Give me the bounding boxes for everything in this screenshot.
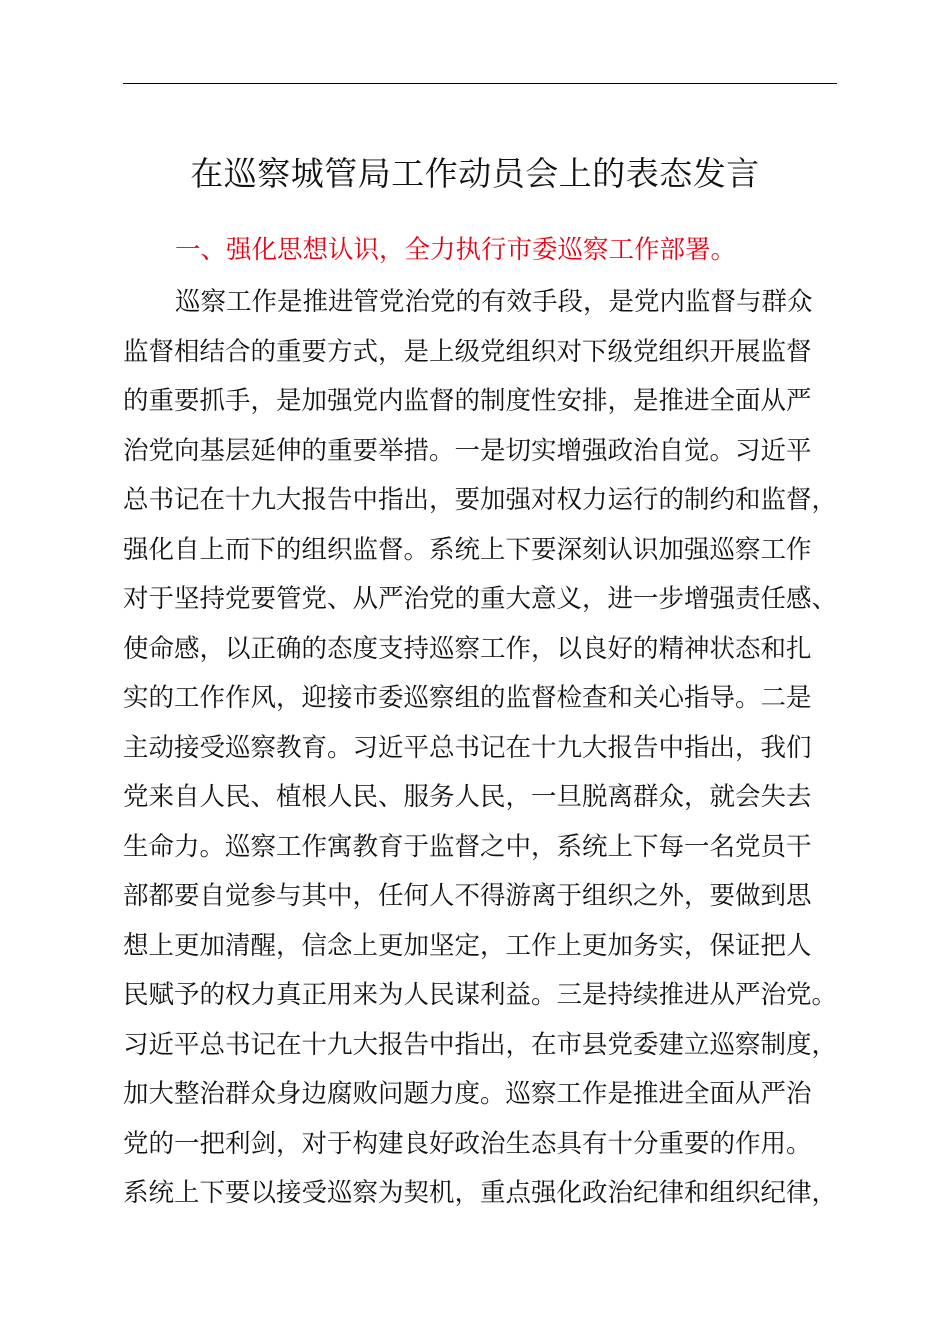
paragraph-line: 强化自上而下的组织监督。系统上下要深刻认识加强巡察工作: [123, 534, 812, 565]
paragraph-line: 系统上下要以接受巡察为契机，重点强化政治纪律和组织纪律，: [123, 1178, 838, 1208]
paragraph-line: 巡察工作是推进管党治党的有效手段，是党内监督与群众: [175, 287, 813, 317]
paragraph-line: 使命感，以正确的态度支持巡察工作，以良好的精神状态和扎: [123, 633, 812, 664]
header-rule: [123, 83, 837, 84]
paragraph-line: 的重要抓手，是加强党内监督的制度性安排，是推进全面从严: [123, 386, 812, 416]
paragraph-line: 民赋予的权力真正用来为人民谋利益。三是持续推进从严治党。: [123, 980, 838, 1010]
paragraph-line: 生命力。巡察工作寓教育于监督之中，系统上下每一名党员干: [123, 831, 812, 862]
body-paragraph: [123, 278, 863, 1219]
paragraph-line: 主动接受巡察教育。习近平总书记在十九大报告中指出，我们: [123, 732, 812, 763]
paragraph-line: 对于坚持党要管党、从严治党的重大意义，进一步增强责任感、: [123, 584, 838, 614]
paragraph-line: 想上更加清醒，信念上更加坚定，工作上更加务实，保证把人: [123, 930, 812, 961]
paragraph-line: 治党向基层延伸的重要举措。一是切实增强政治自觉。习近平: [123, 435, 812, 466]
paragraph-line: 实的工作作风，迎接市委巡察组的监督检查和关心指导。二是: [123, 683, 812, 713]
document-title: 在巡察城管局工作动员会上的表态发言: [190, 154, 760, 193]
paragraph-line: 监督相结合的重要方式，是上级党组织对下级党组织开展监督: [123, 336, 812, 367]
paragraph-line: 部都要自觉参与其中，任何人不得游离于组织之外，要做到思: [123, 881, 812, 911]
paragraph-line: 总书记在十九大报告中指出，要加强对权力运行的制约和监督，: [123, 485, 838, 515]
paragraph-line: 党来自人民、植根人民、服务人民，一旦脱离群众，就会失去: [123, 782, 812, 812]
section-heading: 一、强化思想认识，全力执行市委巡察工作部署。: [175, 235, 737, 265]
paragraph-line: 加大整治群众身边腐败问题力度。巡察工作是推进全面从严治: [123, 1079, 812, 1109]
paragraph-line: 党的一把利剑，对于构建良好政治生态具有十分重要的作用。: [123, 1128, 812, 1159]
paragraph-line: 习近平总书记在十九大报告中指出，在市县党委建立巡察制度，: [123, 1029, 838, 1060]
